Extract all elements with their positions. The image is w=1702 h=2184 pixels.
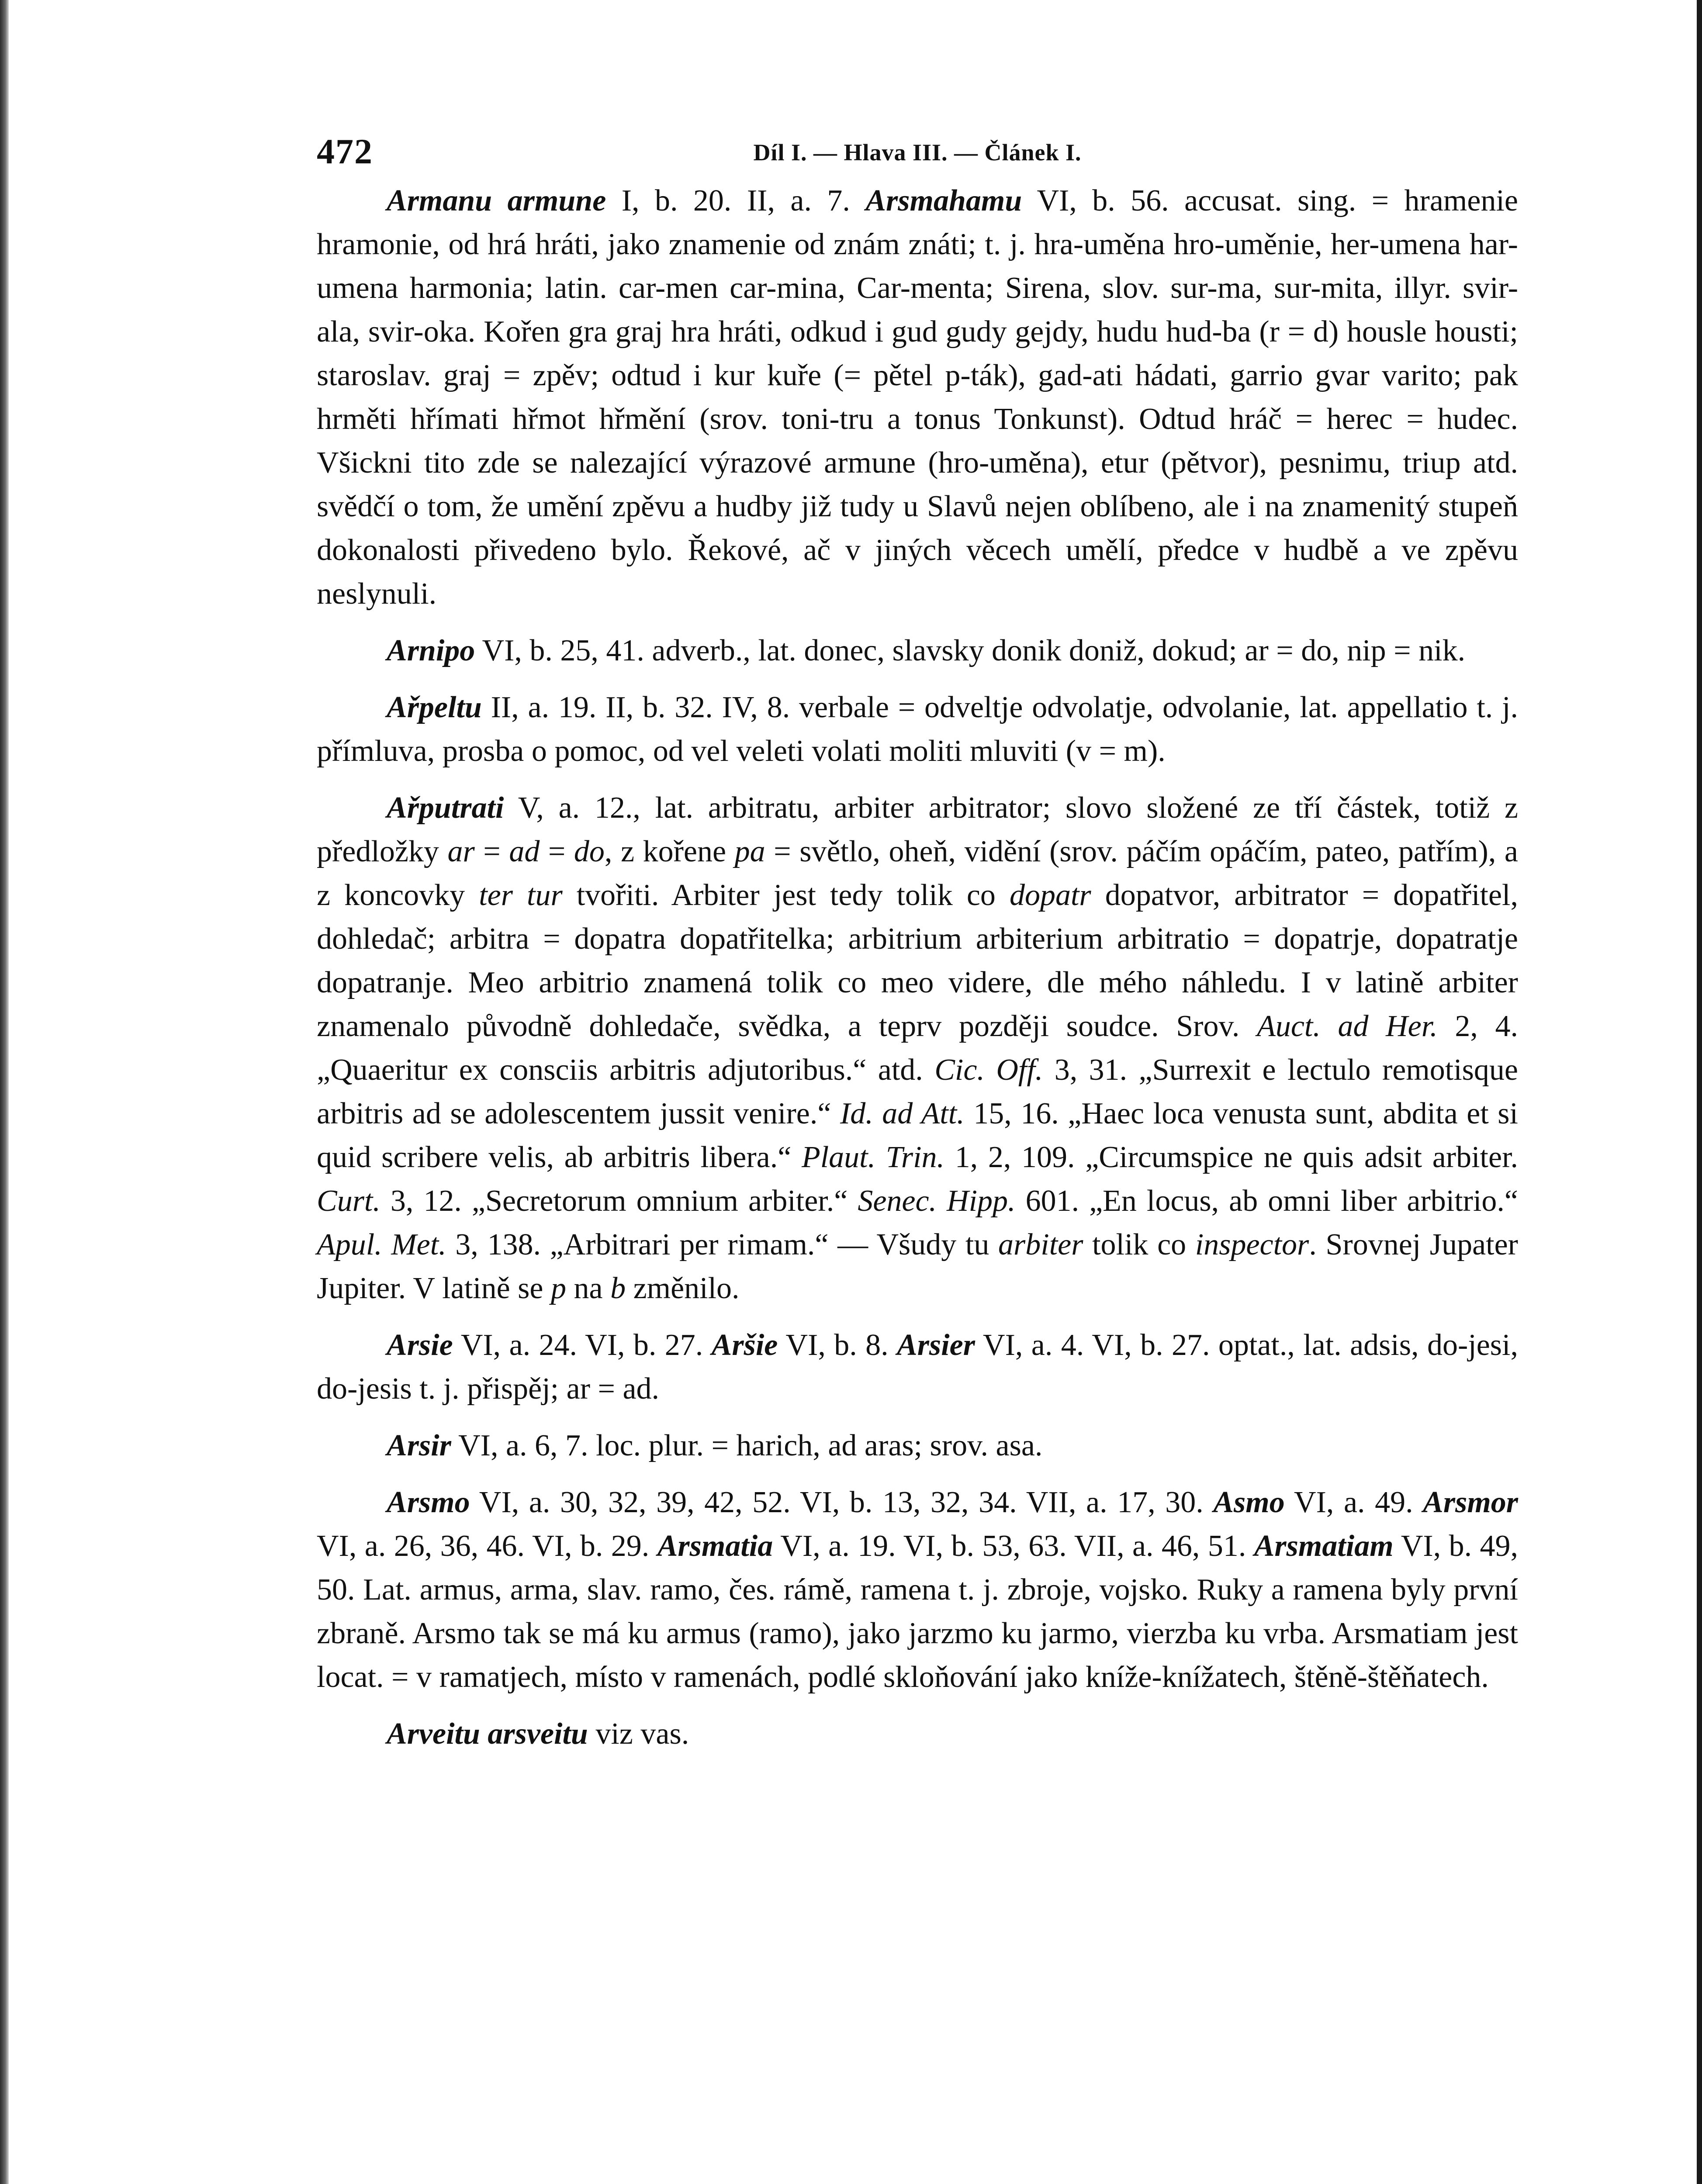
italic-text: Senec. Hipp. (858, 1184, 1016, 1218)
entry-text: V, a. 12., lat. arbitratu, arbiter arbitrator; slovo složené ze tří částek, totiž z předložky (317, 791, 1518, 868)
italic-text: arbiter (998, 1228, 1083, 1261)
entry-text: 1, 2, 109. „Circumspice ne quis adsit arbiter. (944, 1140, 1519, 1174)
dictionary-entry (317, 786, 1518, 1310)
book-page (317, 131, 1518, 1769)
entry-headword: Arsir (387, 1429, 451, 1462)
entry-text: VI, a. 19. VI, b. 53, 63. VII, a. 46, 51. (773, 1529, 1254, 1563)
italic-text: Plaut. Trin. (801, 1140, 945, 1174)
dictionary-entry (317, 179, 1518, 616)
italic-text: do (574, 835, 605, 868)
entry-text: I, b. 20. II, a. 7. (606, 184, 866, 218)
entry-headword: Arveitu arsveitu (387, 1717, 588, 1751)
entry-text: VI, b. 25, 41. adverb., lat. donec, slavsky donik doniž, dokud; ar = do, nip = nik. (475, 634, 1466, 667)
italic-text: pa (734, 835, 765, 868)
entry-text: VI, a. 30, 32, 39, 42, 52. VI, b. 13, 32, 34. VII, a. 17, 30. (470, 1486, 1214, 1519)
entry-text: 3, 31. „Surrexit e lectulo remotisque arbitris ad se adolescentem jussit venire.“ (317, 1053, 1518, 1130)
entry-text: . Srovnej Jupater Jupiter. V latině se (317, 1228, 1518, 1305)
italic-text: inspector (1195, 1228, 1309, 1261)
scan-border-right (1697, 0, 1702, 2184)
italic-text: Curt. (317, 1184, 381, 1218)
entry-text: 15, 16. „Haec loca venusta sunt, abdita et si quid scribere velis, ab arbitris libera.“ (317, 1097, 1518, 1174)
italic-text: Id. ad Att. (840, 1097, 965, 1130)
entry-text: viz vas. (588, 1717, 689, 1751)
entry-text: VI, a. 26, 36, 46. VI, b. 29. (317, 1529, 657, 1563)
entry-text: VI, b. 56. accusat. sing. = hramenie hramonie, od hrá hráti, jako znamenie od znám znáti; t. j. hra-uměna hro-uměnie, her-umena har-umena harmonia; latin. car-men car-mina, Car-menta; Sirena, slov. sur-ma, sur-mita, illyr. svir-ala, svir-oka. Kořen gra graj hra hráti, odkud i gud gudy gejdy, hudu hud-ba (r = d) housle housti; staroslav. graj = zpěv; odtud i kur kuře (= pětel p-ták), gad-ati hádati, garrio gvar varito; pak hrměti hřímati hřmot hřmění (srov. toni-tru a tonus Tonkunst). Odtud hráč = herec = hudec. Všickni tito zde se nalezající výrazové armune (hro-uměna), etur (pětvor), pesnimu, triup atd. svědčí o tom, že umění zpěvu a hudby již tudy u Slavů nejen oblíbeno, ale i na znamenitý stupeň dokonalosti přivedeno bylo. Řekové, ač v jiných věcech umělí, předce v hudbě a ve zpěvu neslynuli. (317, 184, 1518, 611)
page-number: 472 (317, 131, 373, 171)
entry-headword: Arsmatiam (1254, 1529, 1394, 1563)
scan-border-left (0, 0, 9, 2184)
entry-text: 3, 138. „Arbitrari per rimam.“ — Všudy tu (446, 1228, 998, 1261)
entry-headword: Arnipo (387, 634, 475, 667)
entry-headword: Aršie (711, 1328, 778, 1362)
entry-text: VI, b. 49, 50. Lat. armus, arma, slav. ramo, čes. rámě, ramena t. j. zbroje, vojsko. Ruky a ramena byly první zbraně. Arsmo tak se má ku armus (ramo), jako jarzmo ku jarmo, vierzba ku vrba. Arsmatiam jest locat. = v ramatjech, místo v ramenách, podlé skloňování jako kníže-knížatech, štěně-štěňatech. (317, 1529, 1518, 1694)
dictionary-entry (317, 1324, 1518, 1411)
entry-headword: Arsier (897, 1328, 975, 1362)
italic-text: ad (509, 835, 540, 868)
running-title: Díl I. — Hlava III. — Článek I. (753, 139, 1082, 166)
dictionary-entry (317, 1424, 1518, 1468)
running-head (317, 131, 1518, 179)
entry-text: 2, 4. „Quaeritur ex consciis arbitris adjutoribus.“ atd. (317, 1009, 1519, 1087)
italic-text: ter tur (479, 878, 563, 912)
entry-text: = (540, 835, 574, 868)
italic-text: b (610, 1272, 626, 1305)
entry-headword: Arsie (387, 1328, 453, 1362)
entry-text: II, a. 19. II, b. 32. IV, 8. verbale = odveltje odvolatje, odvolanie, lat. appellatio t. j. přímluva, prosba o pomoc, od vel veleti volati moliti mluviti (v = m). (317, 691, 1518, 768)
entry-text: , z kořene (604, 835, 735, 868)
dictionary-entry (317, 1481, 1518, 1699)
dictionary-entry (317, 629, 1518, 673)
entry-headword: Arsmor (1423, 1486, 1519, 1519)
dictionary-entry (317, 1712, 1518, 1756)
entry-headword: Arsmahamu (865, 184, 1022, 218)
entry-text: VI, a. 49. (1284, 1486, 1423, 1519)
entry-text: tvořiti. Arbiter jest tedy tolik co (562, 878, 1010, 912)
entry-text: VI, b. 8. (778, 1328, 897, 1362)
entry-text: 3, 12. „Secretorum omnium arbiter.“ (380, 1184, 858, 1218)
entry-text: tolik co (1083, 1228, 1195, 1261)
entry-text: = (474, 835, 509, 868)
italic-text: ar (447, 835, 475, 868)
entry-headword: Arsmo (387, 1486, 470, 1519)
italic-text: dopatr (1009, 878, 1091, 912)
italic-text: Cic. Off. (934, 1053, 1043, 1087)
entry-text: dopatvor, arbitrator = dopatřitel, dohledač; arbitra = dopatra dopatřitelka; arbitrium arbiterium arbitratio = dopatrje, dopatratje dopatranje. Meo arbitrio znamená tolik co meo videre, dle mého náhledu. I v latině arbiter znamenalo původně dohledače, svědka, a teprv později soudce. Srov. (317, 878, 1518, 1043)
entry-headword: Ařputrati (387, 791, 504, 825)
entry-headword: Armanu armune (387, 184, 606, 218)
entry-text: = světlo, oheň, vidění (srov. páčím opáčím, pateo, patřím), a z koncovky (317, 835, 1518, 912)
entry-text: na (566, 1272, 611, 1305)
italic-text: Apul. Met. (317, 1228, 446, 1261)
entry-headword: Asmo (1213, 1486, 1285, 1519)
dictionary-entries (317, 179, 1518, 1756)
dictionary-entry (317, 686, 1518, 773)
entry-text: VI, a. 6, 7. loc. plur. = harich, ad aras; srov. asa. (451, 1429, 1043, 1462)
entry-headword: Ařpeltu (387, 691, 482, 724)
entry-text: 601. „En locus, ab omni liber arbitrio.“ (1015, 1184, 1519, 1218)
entry-text: změnilo. (626, 1272, 740, 1305)
entry-text: VI, a. 4. VI, b. 27. optat., lat. adsis, do-jesi, do-jesis t. j. přispěj; ar = ad. (317, 1328, 1518, 1406)
italic-text: Auct. ad Her. (1257, 1009, 1438, 1043)
entry-headword: Arsmatia (657, 1529, 773, 1563)
entry-text: VI, a. 24. VI, b. 27. (453, 1328, 712, 1362)
italic-text: p (550, 1272, 566, 1305)
